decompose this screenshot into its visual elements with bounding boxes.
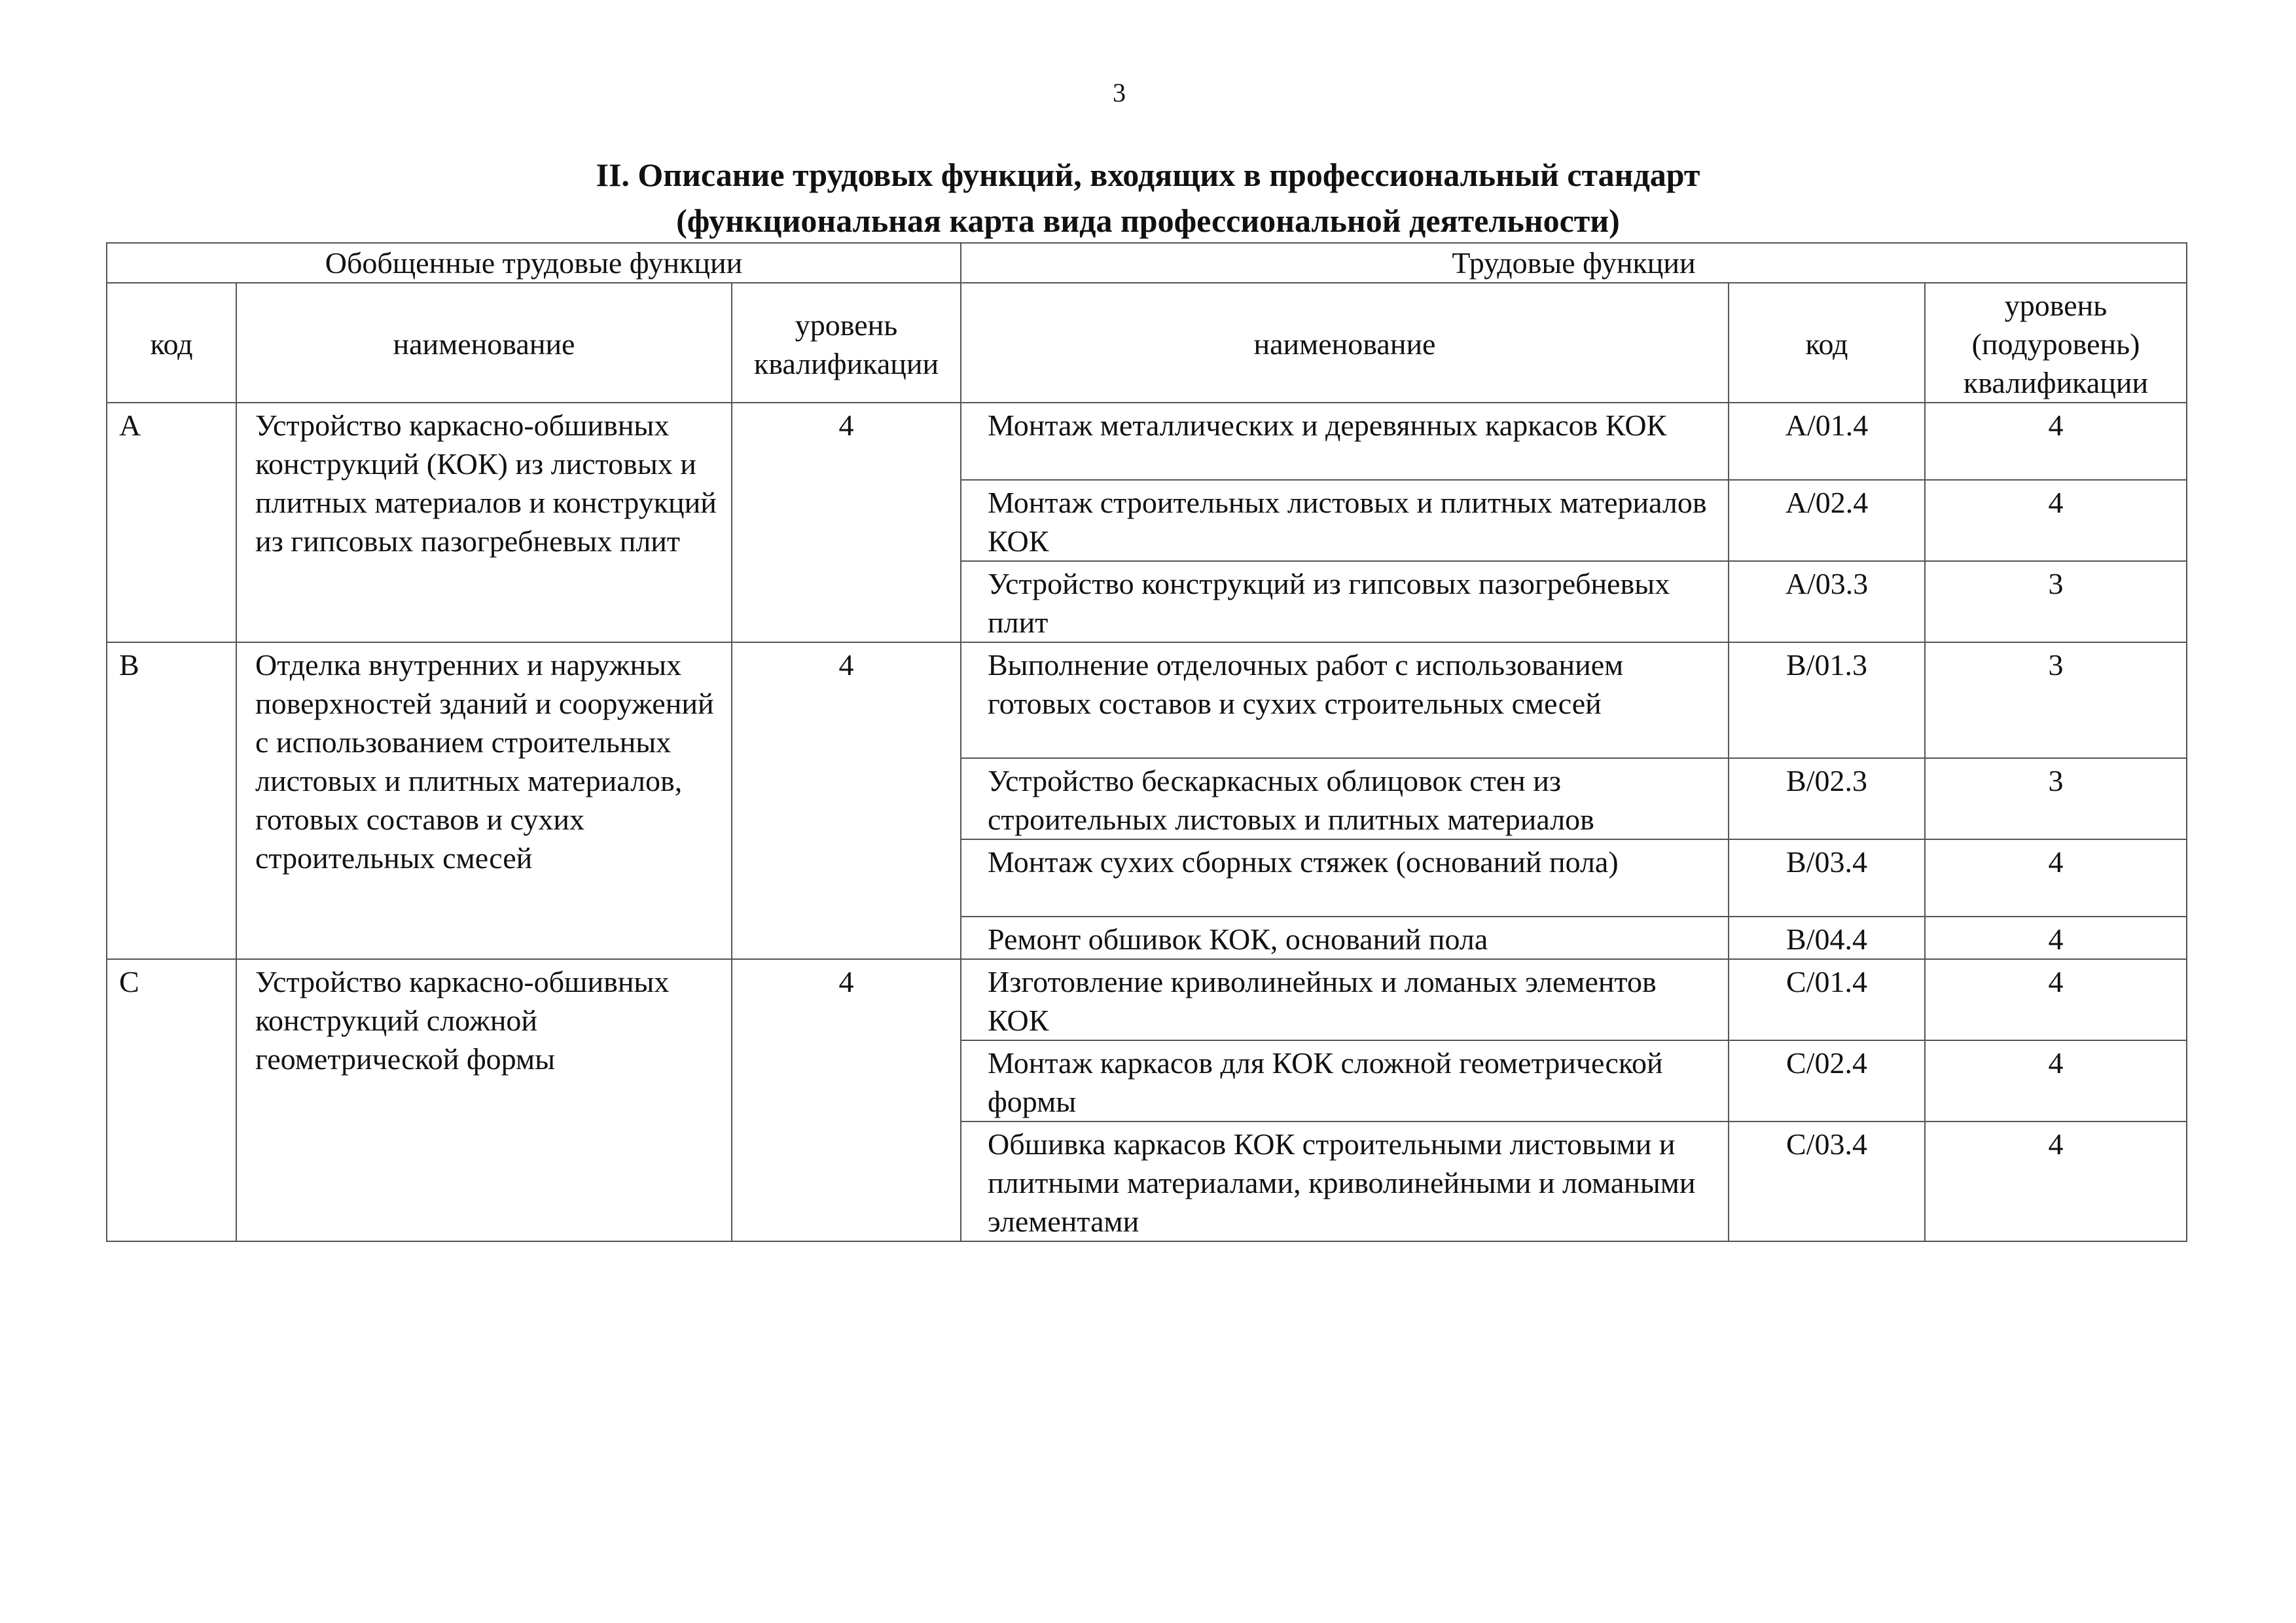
function-level: 4: [1925, 480, 2187, 561]
function-level: 4: [1925, 959, 2187, 1040]
header-level: уровень квалификации: [732, 283, 961, 403]
function-level: 4: [1925, 403, 2187, 480]
function-code: B/04.4: [1729, 917, 1925, 959]
function-code: B/02.3: [1729, 758, 1925, 839]
table-row: [107, 642, 2187, 758]
group-level: 4: [732, 403, 961, 642]
group-name: Отделка внутренних и наружных поверхностей зданий и сооружений с использованием строительных листовых и плитных материалов, готовых составов и сухих строительных смесей: [236, 642, 732, 959]
header-code: код: [107, 283, 236, 403]
group-code: C: [107, 959, 236, 1241]
table-row: [107, 959, 2187, 1040]
function-level: 4: [1925, 1040, 2187, 1122]
header-name: наименование: [236, 283, 732, 403]
function-code: B/03.4: [1729, 839, 1925, 917]
function-code: A/01.4: [1729, 403, 1925, 480]
function-level: 3: [1925, 561, 2187, 642]
function-name: Ремонт обшивок КОК, оснований пола: [961, 917, 1729, 959]
function-name: Устройство конструкций из гипсовых пазогребневых плит: [961, 561, 1729, 642]
header-labor-functions: Трудовые функции: [961, 243, 2187, 283]
function-name: Выполнение отделочных работ с использованием готовых составов и сухих строительных смесей: [961, 642, 1729, 758]
page-number: 3: [1113, 78, 1126, 107]
function-name: Монтаж металлических и деревянных каркасов КОК: [961, 403, 1729, 480]
section-subtitle: (функциональная карта вида профессиональной деятельности): [676, 202, 1620, 239]
group-name: Устройство каркасно-обшивных конструкций сложной геометрической формы: [236, 959, 732, 1241]
function-name: Обшивка каркасов КОК строительными листовыми и плитными материалами, криволинейными и ломаными элементами: [961, 1122, 1729, 1241]
header-function-name: наименование: [961, 283, 1729, 403]
header-row-columns: [107, 283, 2187, 403]
header-generalized-functions: Обобщенные трудовые функции: [107, 243, 961, 283]
group-level: 4: [732, 642, 961, 959]
section-title: II. Описание трудовых функций, входящих в профессиональный стандарт: [596, 156, 1700, 193]
function-level: 3: [1925, 758, 2187, 839]
function-name: Монтаж сухих сборных стяжек (оснований пола): [961, 839, 1729, 917]
function-level: 4: [1925, 839, 2187, 917]
group-code: A: [107, 403, 236, 642]
function-code: C/03.4: [1729, 1122, 1925, 1241]
functional-map-table: [106, 242, 2187, 1242]
function-code: B/01.3: [1729, 642, 1925, 758]
group-name: Устройство каркасно-обшивных конструкций (КОК) из листовых и плитных материалов и конструкций из гипсовых пазогребневых плит: [236, 403, 732, 642]
function-level: 4: [1925, 1122, 2187, 1241]
function-code: A/02.4: [1729, 480, 1925, 561]
function-level: 3: [1925, 642, 2187, 758]
function-level: 4: [1925, 917, 2187, 959]
group-level: 4: [732, 959, 961, 1241]
function-name: Устройство бескаркасных облицовок стен из строительных листовых и плитных материалов: [961, 758, 1729, 839]
function-name: Монтаж строительных листовых и плитных материалов КОК: [961, 480, 1729, 561]
group-code: B: [107, 642, 236, 959]
function-code: C/02.4: [1729, 1040, 1925, 1122]
function-code: A/03.3: [1729, 561, 1925, 642]
function-name: Изготовление криволинейных и ломаных элементов КОК: [961, 959, 1729, 1040]
header-function-level: уровень (подуровень) квалификации: [1925, 283, 2187, 403]
header-row-groups: [107, 243, 2187, 283]
function-name: Монтаж каркасов для КОК сложной геометрической формы: [961, 1040, 1729, 1122]
table-row: [107, 403, 2187, 480]
function-code: C/01.4: [1729, 959, 1925, 1040]
header-function-code: код: [1729, 283, 1925, 403]
